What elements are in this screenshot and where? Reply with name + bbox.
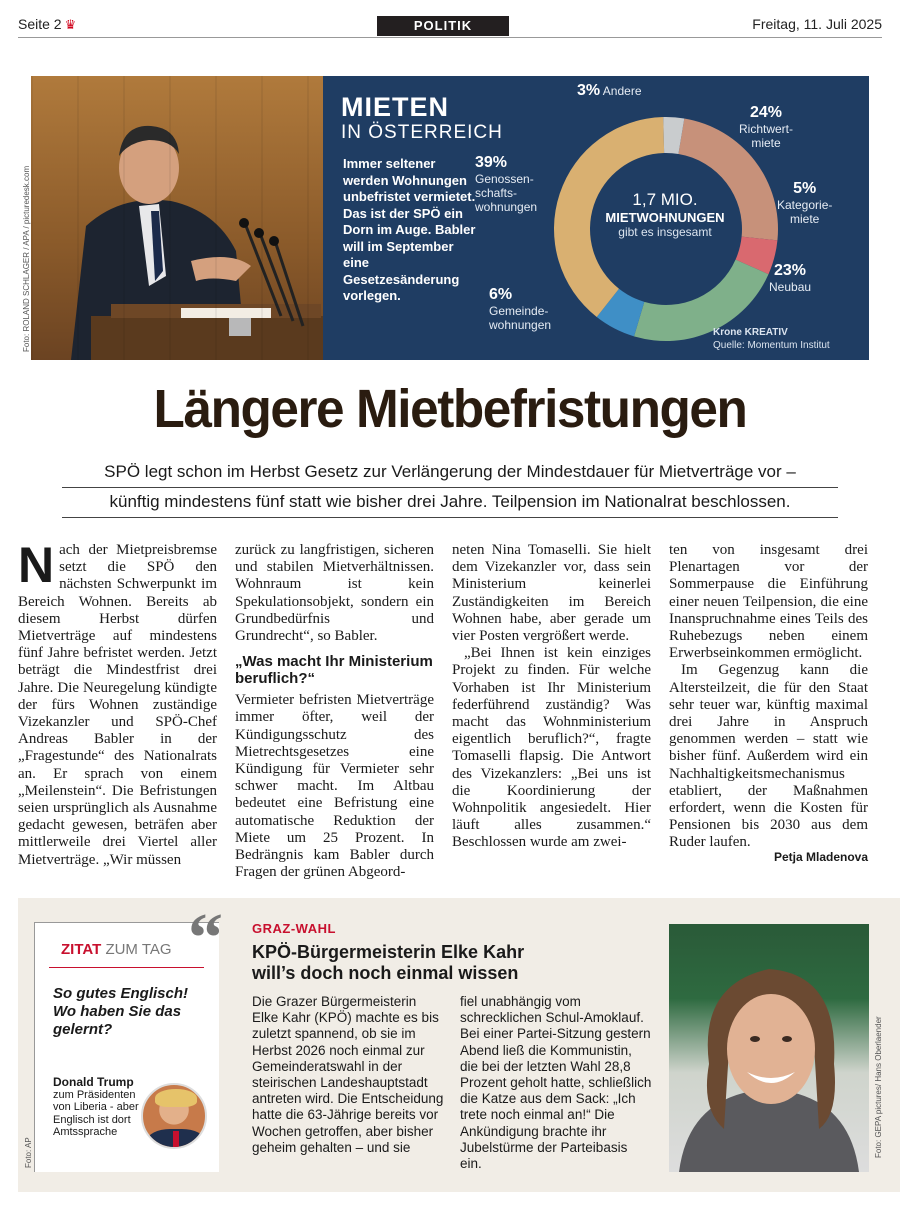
slice-label-richtwert: 24% Richtwert- miete [739,104,794,150]
article-author: Petja Mladenova [773,849,868,864]
graz-kicker: GRAZ-WAHL [252,921,336,936]
article-column-1 [18,537,217,869]
slice-label-genossen: 39% Genossen- schafts- wohnungen [475,154,538,214]
slice-label-neubau: 23% Neubau [769,262,812,294]
speaker-avatar [141,1083,207,1149]
article-column-2 [235,542,434,881]
graz-column-2: fiel unabhängig vom schrecklichen Schul-Amoklauf. Bei einer Partei-Sitzung gestern Abend ließ die Kommunistin, die bei der letzten Wahl 28,8 Prozent geholt hatte, schließlich die Katze aus dem Sack: „Ich trete noch einmal an!“ Die Ankündigung brachte ihr Jubelstürme der Parteibasis ein. [460,994,652,1172]
infographic-title: MIETEN [341,92,450,122]
infographic-source [713,326,830,352]
bottom-box [18,898,900,1192]
article-paragraph: ach der Mietpreisbremse setzt die SPÖ den nächsten Schwerpunkt im Bereich Wohnen. Bereits ab diesem Herbst dürfen Mietverträge auf mindestens fünf Jahre befristet werden. Jetzt beträgt die Mindestfrist drei Jahre. Die Neuregelung kündigte der fürs Wohnen zuständige Vizekanzler und SPÖ-Chef Andreas Babler in der „Fragestunde“ des Nationalrats an. Er sprach von einem „Meilenstein“. Die Befristungen seien ursprünglich als Ausnahme gedacht gewesen, beträfen aber mittlerweile drei Viertel aller Mietverträge. „Wir müssen [18,542,217,868]
article-column-3 [452,542,651,852]
issue-date: Freitag, 11. Juli 2025 [752,16,882,32]
article-paragraph: zurück zu langfristigen, sicheren und stabilen Mietverhältnissen. Wohnraum ist kein Spekulationsobjekt, sondern ein Grundbedürfnis und Grundrecht“, so Babler. [235,542,434,645]
article-subhead: „Was macht Ihr Ministerium beruflich?“ [235,653,433,688]
donut-center [587,190,743,239]
quote-text: So gutes Englisch! Wo haben Sie das gelernt? [53,985,189,1038]
quote-photo-credit: Foto: AP [24,1137,33,1168]
article-paragraph: „Bei Ihnen ist kein einziges Projekt zu finden. Für welche Vorhaben ist Ihr Ministerium federführend zuständig? Was macht das Wohnministerium eigentlich beruflich?“, fragte Tomaselli flapsig. Die Antwort des Vizekanzlers: „Bei uns ist die Koordinierung der Wohnpolitik angesiedelt. Hier läuft alles zusammen.“ Beschlossen wurde am zwei- [452,645,651,851]
page-number: Seite 2 ♛ [18,16,77,32]
slice-label-gemeinde: 6% Gemeinde- wohnungen [489,286,552,332]
slice-label-andere: 3% Andere [577,82,642,99]
article-paragraph: ten von insgesamt drei Plenartagen vor der Sommerpause die Einführung einer neuen Teilpension, die eine Inanspruchnahme eines Teils des Ruhebezugs neben einem Erwerbseinkommen ermöglicht. [669,542,868,662]
rent-infographic [323,76,869,360]
politician-photo [31,76,323,360]
photo-credit: Foto: ROLAND SCHLAGER / APA / picturedesk.com [22,165,31,352]
article-deck [62,460,838,518]
quote-attribution [53,1076,139,1139]
page-header [18,14,882,38]
graz-column-1: Die Grazer Bürgermeisterin Elke Kahr (KPÖ) machte es bis zuletzt spannend, ob sie im Herbst 2026 noch einmal zur Gemeinderatswahl in der steirischen Landeshauptstadt antreten wird. Die Entscheidung hatte die 63-Jährige bereits vor Wochen getroffen, aber bisher geheim gehalten – und sie [252,994,444,1155]
section-label: POLITIK [377,16,509,36]
donut-center-value: 1,7 MIO. [632,190,698,209]
quote-speaker: Donald Trump [53,1075,134,1089]
infographic-brand: Krone KREATIV [713,327,788,338]
donut-center-sub: gibt es insgesamt [618,225,712,239]
infographic-subtitle: IN ÖSTERREICH [341,122,503,143]
graz-headline: KPÖ-Bürgermeisterin Elke Kahr will’s doch noch einmal wissen [252,942,525,983]
kahr-photo [669,924,869,1172]
article-paragraph: neten Nina Tomaselli. Sie hielt dem Vizekanzler vor, dass sein Ministerium keinerlei Zuständigkeiten im Bereich Wohnen habe, aber gerade um vier Posten vergrößert werde. [452,542,651,645]
quote-context: zum Präsidenten von Liberia - aber Englisch ist dort Amtssprache [53,1088,139,1138]
drop-cap: N [18,537,55,593]
article-column-4 [669,542,868,864]
crown-icon: ♛ [64,17,77,32]
infographic-blurb: Immer seltener werden Wohnungen unbefristet vermietet. Das ist der SPÖ ein Dorn im Auge. Babler will im September eine Gesetzesänderung vorlegen. [343,156,476,303]
article-paragraph: Vermieter befristen Mietverträge immer öfter, weil der Kündigungsschutz des Mietrechtsgesetzes eine Kündigung für Vermieter sehr schwer macht. Im Altbau bedeutet eine Befristung eine automatische Reduktion der Miete um 25 Prozent. In Bedrängnis kam Babler durch Fragen der grünen Abgeord- [235,692,434,881]
donut-center-label: MIETWOHNUNGEN [605,210,725,225]
kahr-photo-credit: Foto: GEPA pictures/ Hans Oberlaender [874,1016,883,1158]
article-headline: Längere Mietbefristungen [153,379,747,439]
quote-label: ZITAT ZUM TAG [61,941,172,958]
source-note: Quelle: Momentum Institut [713,340,830,351]
deck-line-1: SPÖ legt schon im Herbst Gesetz zur Verlängerung der Mindestdauer für Mietverträge vor – [62,460,838,488]
slice-label-kategorie: 5% Kategorie- miete [777,180,833,226]
quote-divider [49,967,204,968]
quote-marks-icon: “ [188,900,223,977]
article-paragraph: Im Gegenzug kann die Altersteilzeit, die für den Staat sehr teuer war, künftig maximal drei Jahre in Anspruch genommen werden – statt wie bisher fünf. Außerdem wird ein Nachhaltigkeitsmechanismus etabliert, der Maßnahmen erfordert, wenn die Kosten für Pensionen bis 2030 aus dem Ruder laufen. [669,662,868,851]
deck-line-2: künftig mindestens fünf statt wie bisher drei Jahre. Teilpension im Nationalrat beschlossen. [62,490,838,518]
